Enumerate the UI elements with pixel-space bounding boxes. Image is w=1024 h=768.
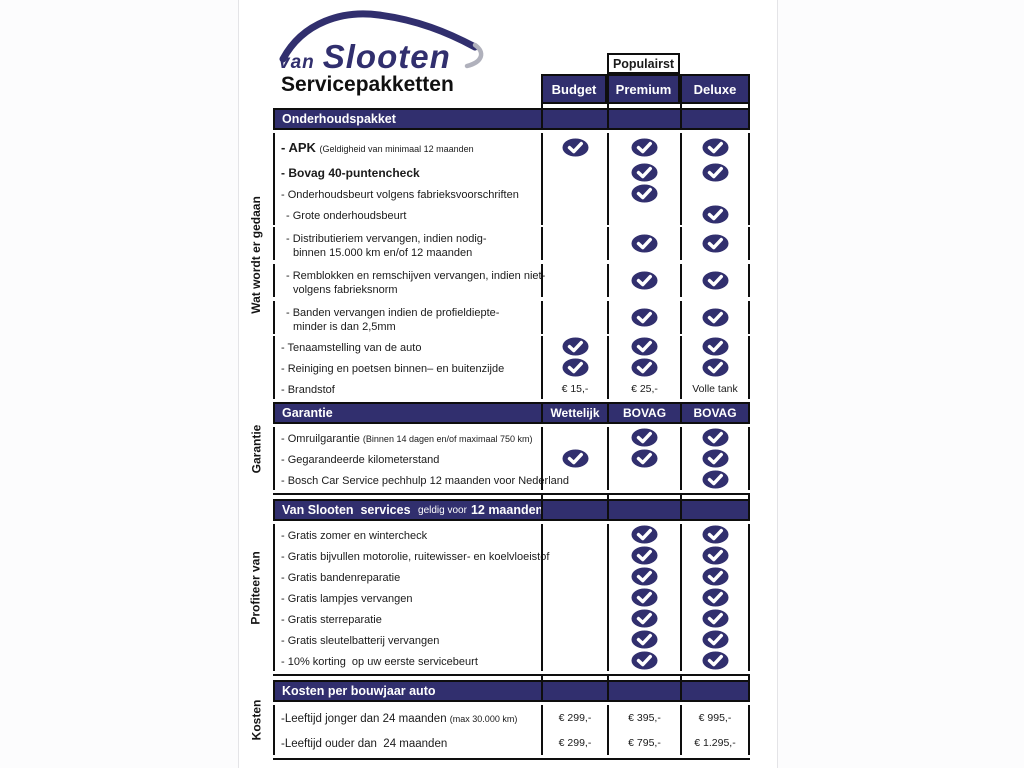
- cell-budget: [541, 204, 607, 225]
- band-col-premium: [607, 501, 680, 519]
- section-header-text: 12 maanden: [470, 503, 544, 517]
- section-body: [273, 130, 750, 402]
- side-label-profiteer-van: [239, 499, 273, 676]
- feature-label: [273, 650, 541, 671]
- feature-label-text: [281, 471, 569, 489]
- feature-label-main: - Gratis lampjes vervangen: [281, 592, 413, 605]
- feature-label-main: - Distributieriem vervangen, indien nodig-: [286, 232, 487, 245]
- side-label-wat-wordt-er-gedaan: [239, 108, 273, 402]
- feature-label-main: -Leeftijd jonger dan 24 maanden: [281, 712, 450, 725]
- check-icon: [631, 138, 658, 157]
- cell-budget: [541, 133, 607, 162]
- cell-budget: [541, 378, 607, 399]
- cell-deluxe: [680, 730, 750, 755]
- cell-deluxe: [680, 378, 750, 399]
- check-icon: [631, 546, 658, 565]
- feature-label: [273, 730, 541, 755]
- check-icon: [631, 428, 658, 447]
- popular-badge-row: [273, 53, 750, 74]
- flyer-sheet: [238, 0, 778, 768]
- feature-row: [273, 566, 750, 587]
- feature-label-line2: binnen 15.000 km en/of 12 maanden: [293, 246, 473, 259]
- cell-deluxe: [680, 301, 750, 334]
- feature-label: [273, 448, 541, 469]
- column-header-deluxe: Deluxe: [680, 74, 750, 104]
- cell-premium: [607, 357, 680, 378]
- section-header-label: [273, 501, 544, 519]
- cell-premium: [607, 227, 680, 260]
- feature-label-text: [281, 429, 541, 447]
- check-icon: [702, 546, 729, 565]
- cell-deluxe: [680, 133, 750, 162]
- check-icon: [702, 470, 729, 489]
- brand-logo-van: van: [279, 52, 315, 73]
- cell-premium: [607, 650, 680, 671]
- feature-label: [273, 204, 541, 225]
- cell-budget: [541, 336, 607, 357]
- feature-row: [273, 705, 750, 730]
- band-col-premium: [607, 110, 680, 128]
- cell-deluxe: [680, 227, 750, 260]
- cell-premium: [607, 204, 680, 225]
- check-icon: [702, 337, 729, 356]
- feature-row: [273, 608, 750, 629]
- cell-value: € 995,-: [698, 711, 732, 724]
- section-header-label: [273, 404, 541, 422]
- feature-label-main: - Brandstof: [281, 383, 335, 396]
- side-label-text: Garantie: [249, 424, 263, 473]
- cell-premium: [607, 264, 680, 297]
- check-icon: [702, 651, 729, 670]
- check-icon: [562, 138, 589, 157]
- check-icon: [631, 358, 658, 377]
- check-icon: [631, 609, 658, 628]
- cell-premium: [607, 629, 680, 650]
- section-body: [273, 702, 750, 760]
- spacer: [273, 104, 541, 108]
- cell-deluxe: [680, 587, 750, 608]
- cell-budget: [541, 524, 607, 545]
- spacer: [273, 495, 541, 499]
- check-icon: [631, 163, 658, 182]
- cell-budget: [541, 264, 607, 297]
- feature-label-text: [281, 610, 541, 628]
- feature-label-main: - Tenaamstelling van de auto: [281, 341, 422, 354]
- feature-label-main: - APK: [281, 139, 320, 155]
- check-icon: [702, 308, 729, 327]
- feature-row: [273, 545, 750, 566]
- cell-deluxe: [680, 566, 750, 587]
- feature-row: [273, 629, 750, 650]
- check-icon: [631, 234, 658, 253]
- check-icon: [702, 234, 729, 253]
- feature-label-main: - 10% korting op uw eerste servicebeurt: [281, 655, 478, 668]
- cell-premium: [607, 730, 680, 755]
- cell-budget: [541, 545, 607, 566]
- section-header: [273, 108, 750, 130]
- feature-label-text: [281, 206, 541, 224]
- feature-label-main: -Leeftijd ouder dan 24 maanden: [281, 737, 448, 750]
- section-header: [273, 680, 750, 702]
- feature-label: [273, 629, 541, 650]
- cell-premium: [607, 587, 680, 608]
- section-header-label: [273, 682, 541, 700]
- section-header: [273, 402, 750, 424]
- section-header-text: geldig voor: [418, 504, 467, 516]
- cell-budget: [541, 629, 607, 650]
- feature-label-main: - Gratis bandenreparatie: [281, 571, 401, 584]
- check-icon: [702, 630, 729, 649]
- cell-budget: [541, 469, 607, 490]
- feature-label: [273, 336, 541, 357]
- band-col-budget: Wettelijk: [541, 404, 607, 422]
- cell-deluxe: [680, 357, 750, 378]
- cell-value: € 395,-: [628, 711, 661, 724]
- cell-value: € 1.295,-: [694, 736, 736, 749]
- feature-row: [273, 133, 750, 162]
- check-icon: [631, 184, 658, 203]
- column-header-budget: Budget: [541, 74, 607, 104]
- feature-row: [273, 357, 750, 378]
- brand-logo-slooten: Slooten: [322, 38, 451, 75]
- check-icon: [631, 630, 658, 649]
- cell-deluxe: [680, 264, 750, 297]
- gap-cell: [607, 676, 680, 680]
- feature-label-text: [281, 266, 546, 284]
- feature-row: [273, 587, 750, 608]
- feature-row: [273, 225, 750, 262]
- spacer: [541, 53, 607, 74]
- cell-value: € 299,-: [558, 711, 592, 724]
- gap-cell: [541, 495, 607, 499]
- cell-deluxe: [680, 204, 750, 225]
- side-label-text: Kosten: [249, 699, 264, 741]
- band-col-premium: [607, 682, 680, 700]
- cell-premium: [607, 545, 680, 566]
- feature-label-text: [281, 450, 541, 468]
- feature-row: [273, 427, 750, 448]
- check-icon: [702, 205, 729, 224]
- feature-row: [273, 204, 750, 225]
- feature-label: [273, 162, 541, 183]
- feature-row: [273, 162, 750, 183]
- cell-value: € 25,-: [631, 382, 658, 395]
- feature-label-text: [281, 547, 550, 565]
- cell-premium: [607, 162, 680, 183]
- spacer: [273, 53, 541, 74]
- cell-premium: [607, 705, 680, 730]
- check-icon: [631, 525, 658, 544]
- cell-premium: [607, 448, 680, 469]
- cell-budget: [541, 730, 607, 755]
- cell-budget: [541, 650, 607, 671]
- service-packages-table: [273, 53, 750, 760]
- feature-label-main: - Onderhoudsbeurt volgens fabrieksvoorschriften: [281, 188, 519, 201]
- feature-label: [273, 227, 541, 260]
- check-icon: [631, 651, 658, 670]
- cell-budget: [541, 427, 607, 448]
- feature-label-main: - Bovag 40-puntencheck: [281, 165, 420, 180]
- feature-label-main: - Omruilgarantie: [281, 432, 363, 445]
- cell-premium: [607, 336, 680, 357]
- cell-value: Volle tank: [692, 382, 738, 395]
- feature-label: [273, 378, 541, 399]
- column-header-premium: Premium: [607, 74, 680, 104]
- feature-label-text: [281, 139, 541, 157]
- check-icon: [702, 138, 729, 157]
- check-icon: [562, 449, 589, 468]
- feature-label-text: [281, 589, 541, 607]
- check-icon: [702, 567, 729, 586]
- check-icon: [631, 337, 658, 356]
- feature-label-line2: volgens fabrieksnorm: [293, 283, 398, 296]
- cell-budget: [541, 448, 607, 469]
- check-icon: [631, 449, 658, 468]
- cell-budget: [541, 183, 607, 204]
- feature-label: [273, 301, 541, 334]
- band-col-deluxe: BOVAG: [680, 404, 750, 422]
- cell-budget: [541, 608, 607, 629]
- feature-label-line2: minder is dan 2,5mm: [293, 320, 396, 333]
- feature-row: [273, 299, 750, 336]
- feature-label-text: [281, 229, 541, 247]
- feature-row: [273, 448, 750, 469]
- feature-label-main: - Bosch Car Service pechhulp 12 maanden voor Nederland: [281, 474, 569, 487]
- feature-row: [273, 262, 750, 299]
- cell-deluxe: [680, 427, 750, 448]
- cell-value: € 299,-: [558, 736, 592, 749]
- band-col-budget: [541, 501, 607, 519]
- section-body: [273, 424, 750, 495]
- feature-label: [273, 608, 541, 629]
- cell-value: € 795,-: [628, 736, 661, 749]
- section-header: [273, 499, 750, 521]
- gap-cell: [607, 104, 680, 108]
- side-label-kosten: [239, 680, 273, 760]
- band-col-budget: [541, 682, 607, 700]
- cell-budget: [541, 301, 607, 334]
- cell-premium: [607, 524, 680, 545]
- feature-row: [273, 524, 750, 545]
- section-header-text: Van Slooten services: [282, 503, 415, 517]
- gap-cell: [680, 495, 750, 499]
- feature-label-text: [281, 359, 541, 377]
- cell-deluxe: [680, 545, 750, 566]
- cell-deluxe: [680, 336, 750, 357]
- cell-deluxe: [680, 629, 750, 650]
- cell-budget: [541, 587, 607, 608]
- check-icon: [702, 449, 729, 468]
- feature-label-note: (Binnen 14 dagen en/of maximaal 750 km): [362, 433, 533, 444]
- feature-label: [273, 705, 541, 730]
- check-icon: [631, 567, 658, 586]
- feature-label: [273, 524, 541, 545]
- page-title: Servicepakketten: [281, 73, 454, 96]
- feature-label: [273, 545, 550, 566]
- feature-label-text: [281, 185, 541, 203]
- feature-label-main: - Grote onderhoudsbeurt: [286, 209, 407, 222]
- gap-cell: [541, 104, 607, 108]
- side-label-text: Profiteer van: [249, 550, 264, 625]
- check-icon: [631, 588, 658, 607]
- cell-deluxe: [680, 183, 750, 204]
- feature-label-text: [281, 568, 541, 586]
- cell-premium: [607, 608, 680, 629]
- check-icon: [702, 271, 729, 290]
- spacer: [273, 676, 541, 680]
- cell-deluxe: [680, 650, 750, 671]
- cell-deluxe: [680, 705, 750, 730]
- feature-label-text: [281, 303, 541, 321]
- cell-deluxe: [680, 608, 750, 629]
- section-gap: [273, 676, 750, 680]
- feature-label: [273, 183, 541, 204]
- feature-label-main: - Gratis bijvullen motorolie, ruitewisser- en koelvloeistof: [281, 550, 550, 563]
- check-icon: [702, 588, 729, 607]
- feature-label-text: [281, 526, 541, 544]
- section-body: [273, 521, 750, 676]
- feature-label-main: - Gratis sleutelbatterij vervangen: [281, 634, 440, 647]
- feature-label-main: - Banden vervangen indien de profieldiepte-: [286, 306, 500, 319]
- feature-label-text: [281, 164, 541, 182]
- popular-badge: Populairst: [607, 53, 680, 74]
- feature-label: [273, 469, 569, 490]
- section-header-text: Onderhoudspakket: [282, 112, 396, 126]
- section-gap: [273, 495, 750, 499]
- cell-premium: [607, 427, 680, 448]
- feature-label-text: [281, 652, 541, 670]
- feature-label-text: [281, 380, 541, 398]
- feature-label-main: - Gegarandeerde kilometerstand: [281, 453, 440, 466]
- feature-row: [273, 378, 750, 399]
- band-col-budget: [541, 110, 607, 128]
- side-label-garantie: [239, 402, 273, 495]
- check-icon: [631, 271, 658, 290]
- check-icon: [702, 358, 729, 377]
- section-header-text: Kosten per bouwjaar auto: [282, 684, 436, 698]
- cell-premium: [607, 469, 680, 490]
- gap-cell: [541, 676, 607, 680]
- cell-value: € 15,-: [561, 382, 589, 395]
- cell-budget: [541, 357, 607, 378]
- cell-budget: [541, 227, 607, 260]
- feature-label-text: [281, 631, 541, 649]
- gap-cell: [680, 104, 750, 108]
- band-col-deluxe: [680, 110, 750, 128]
- gap-cell: [680, 676, 750, 680]
- feature-label-note: (max 30.000 km): [449, 713, 518, 724]
- feature-row: [273, 183, 750, 204]
- check-icon: [562, 358, 589, 377]
- band-col-deluxe: [680, 682, 750, 700]
- cell-premium: [607, 566, 680, 587]
- feature-row: [273, 650, 750, 671]
- cell-budget: [541, 162, 607, 183]
- check-icon: [631, 308, 658, 327]
- check-icon: [702, 525, 729, 544]
- feature-label-text: [281, 734, 541, 752]
- check-icon: [702, 428, 729, 447]
- cell-budget: [541, 705, 607, 730]
- check-icon: [562, 337, 589, 356]
- feature-label-note: (Geldigheid van minimaal 12 maanden: [319, 143, 474, 154]
- feature-label-main: - Gratis sterreparatie: [281, 613, 382, 626]
- feature-row: [273, 469, 750, 490]
- cell-deluxe: [680, 162, 750, 183]
- feature-label-text: [281, 709, 541, 727]
- side-label-text: Wat wordt er gedaan: [249, 196, 264, 314]
- cell-deluxe: [680, 469, 750, 490]
- section-gap: [273, 104, 750, 108]
- band-col-premium: BOVAG: [607, 404, 680, 422]
- feature-row: [273, 336, 750, 357]
- spacer: [680, 53, 750, 74]
- feature-label: [273, 357, 541, 378]
- cell-premium: [607, 301, 680, 334]
- feature-label-text: [281, 338, 541, 356]
- cell-budget: [541, 566, 607, 587]
- cell-premium: [607, 378, 680, 399]
- feature-label: [273, 264, 546, 297]
- band-col-deluxe: [680, 501, 750, 519]
- feature-label: [273, 587, 541, 608]
- cell-premium: [607, 133, 680, 162]
- feature-label: [273, 133, 541, 162]
- section-header-label: [273, 110, 541, 128]
- check-icon: [702, 609, 729, 628]
- gap-cell: [607, 495, 680, 499]
- feature-label-main: - Remblokken en remschijven vervangen, indien niet-: [286, 269, 546, 282]
- feature-label: [273, 566, 541, 587]
- feature-label-main: - Reiniging en poetsen binnen– en buitenzijde: [281, 362, 505, 375]
- cell-premium: [607, 183, 680, 204]
- cell-deluxe: [680, 448, 750, 469]
- section-header-text: Garantie: [282, 406, 333, 420]
- feature-label-main: - Gratis zomer en wintercheck: [281, 529, 428, 542]
- check-icon: [702, 163, 729, 182]
- cell-deluxe: [680, 524, 750, 545]
- feature-label: [273, 427, 541, 448]
- feature-row: [273, 730, 750, 755]
